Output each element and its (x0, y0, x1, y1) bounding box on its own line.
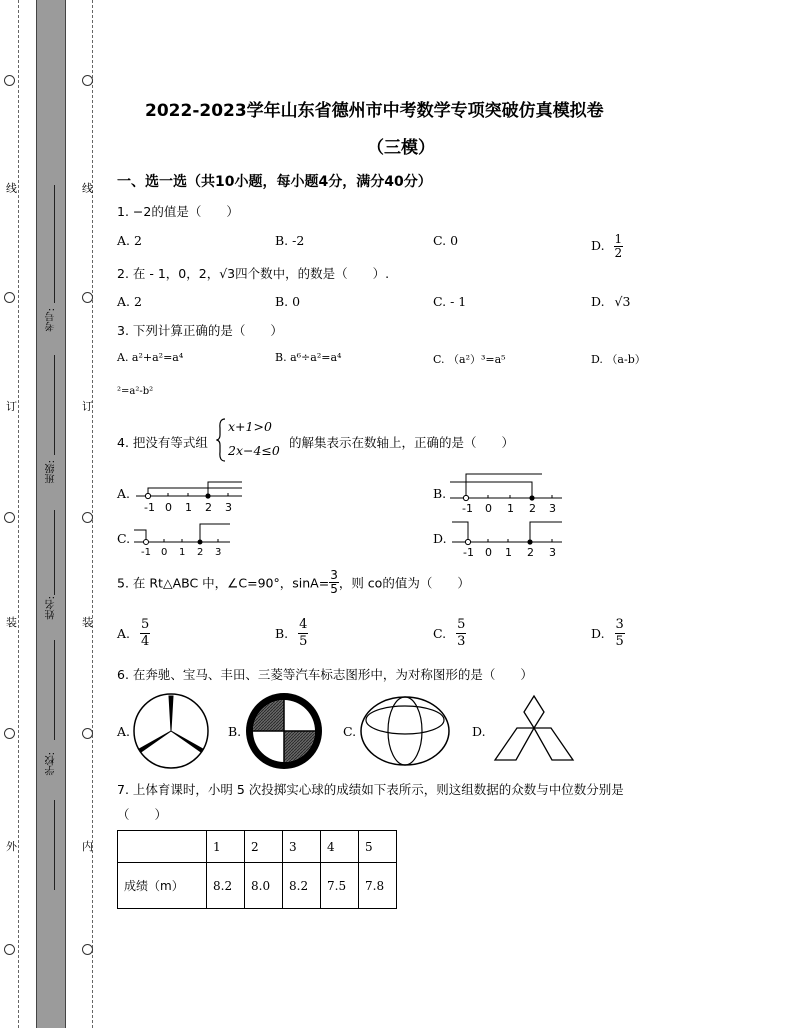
punch-hole (4, 944, 15, 955)
question-7-stem: 7. 上体育课时，小明 5 次投掷实心球的成绩如下表所示，则这组数据的众数与中位数分别是 (117, 782, 624, 797)
margin-char: 线 (6, 182, 17, 195)
margin-char: 外 (6, 840, 17, 853)
denominator: 2 (614, 246, 623, 260)
tick-label: 3 (225, 501, 232, 514)
q3-option-b: B. a⁶÷a²=a⁴ (275, 351, 342, 364)
tick-label: 1 (507, 502, 514, 514)
question-1-stem: 1. −2的值是（ ） (117, 204, 239, 219)
tick-label: 1 (179, 547, 186, 558)
q2-option-c: C. - 1 (433, 294, 467, 309)
question-7-paren: （ ） (117, 807, 168, 822)
punch-hole (82, 75, 93, 86)
table-cell: 3 (283, 831, 321, 863)
numerator: 1 (614, 232, 623, 246)
tick-label: 1 (185, 501, 192, 514)
denominator: 5 (330, 582, 338, 596)
q4-option-a-label: A. (117, 486, 131, 501)
bmw-logo (243, 691, 325, 771)
fraction (298, 617, 308, 650)
q2-option-a: A. 2 (117, 294, 142, 309)
tick-label: 0 (485, 502, 492, 514)
margin-char: 订 (6, 400, 17, 413)
denominator: 4 (141, 634, 150, 649)
question-2-stem (117, 264, 389, 282)
mercedes-logo (131, 691, 211, 771)
fraction (329, 569, 339, 596)
field-underline (54, 800, 55, 890)
option-label: B. (275, 626, 289, 641)
toyota-logo (358, 693, 452, 769)
q1-option-b: B. -2 (275, 233, 305, 248)
table-cell: 7.5 (321, 863, 359, 909)
q5-stem-part: 5. 在 Rt△ABC 中，∠C=90°，sinA= (117, 575, 330, 591)
option-label: C. (433, 626, 447, 641)
tick-label: -1 (463, 546, 474, 558)
number-line-a (132, 470, 244, 514)
section-heading: 一、选一选（共10小题，每小题4分，满分40分） (117, 174, 432, 190)
sqrt-3: √3 (614, 294, 631, 309)
fraction (140, 617, 150, 650)
fraction (614, 233, 624, 260)
table-header-row (118, 831, 397, 863)
tick-label: 0 (485, 546, 492, 558)
q5-option-a (117, 617, 150, 650)
table-cell: 7.8 (359, 863, 397, 909)
margin-char: 订 (82, 400, 93, 413)
punch-hole (82, 728, 93, 739)
table-cell: 2 (245, 831, 283, 863)
page-title: 2022-2023学年山东省德州市中考数学专项突破仿真模拟卷 (145, 101, 604, 121)
q4-option-c-label: C. (117, 531, 131, 546)
tick-label: -1 (144, 501, 155, 514)
question-6-stem: 6. 在奔驰、宝马、丰田、三菱等汽车标志图形中，为对称图形的是（ ） (117, 667, 533, 682)
table-cell: 8.0 (245, 863, 283, 909)
punch-hole (4, 728, 15, 739)
field-underline (54, 510, 55, 595)
tick-label: -1 (462, 502, 473, 514)
q1-option-c: C. 0 (433, 233, 459, 248)
fraction (615, 617, 625, 650)
table-cell: 5 (359, 831, 397, 863)
table-cell: 4 (321, 831, 359, 863)
q2-option-d (591, 294, 630, 309)
number-line-b (446, 470, 564, 514)
question-4-stem-b: 的解集表示在数轴上，正确的是（ ） (289, 435, 515, 450)
q2-stem-part: 2. 在 - 1，0，2， (117, 266, 220, 281)
sqrt-3: √3 (219, 266, 236, 281)
margin-char: 内 (82, 840, 93, 853)
q3-option-d: D. （a-b） (591, 353, 646, 366)
question-4-stem-a: 4. 把没有等式组 (117, 435, 208, 450)
tick-label: 0 (161, 547, 168, 558)
system-brace (216, 418, 226, 462)
mitsubishi-logo (492, 693, 576, 769)
field-underline (54, 185, 55, 303)
q6-option-a-label: A. (117, 724, 131, 739)
q4-option-d-label: D. (433, 531, 447, 546)
punch-hole (4, 512, 15, 523)
field-label-exam-no: 考号: (46, 308, 57, 332)
q3-option-d-continued: ²=a²-b² (117, 386, 154, 397)
q5-option-d (591, 617, 625, 650)
tick-label: 3 (549, 546, 556, 558)
tick-label: 2 (529, 502, 536, 514)
punch-hole (82, 292, 93, 303)
q4-option-b-label: B. (433, 486, 447, 501)
q1-option-a: A. 2 (117, 233, 142, 248)
q5-option-b (275, 617, 308, 650)
q2-option-b: B. 0 (275, 294, 301, 309)
tick-label: 2 (205, 501, 212, 514)
numerator: 3 (615, 617, 624, 632)
field-underline (54, 355, 55, 455)
inequality-2: 2x−4≤0 (228, 443, 280, 458)
denominator: 5 (615, 634, 624, 649)
denominator: 5 (299, 634, 308, 649)
punch-hole (4, 292, 15, 303)
punch-hole (82, 512, 93, 523)
tick-label: 2 (197, 547, 204, 558)
q6-option-b-label: B. (228, 724, 242, 739)
table-cell: 成绩（m） (118, 863, 207, 909)
question-5-stem (117, 569, 470, 596)
option-label: D. (591, 294, 605, 309)
scores-table (117, 830, 397, 909)
margin-char: 线 (82, 182, 93, 195)
q6-option-c-label: C. (343, 724, 357, 739)
q3-option-c: C. （a²）³=a⁵ (433, 353, 506, 366)
question-3-stem: 3. 下列计算正确的是（ ） (117, 323, 283, 338)
number-line-c (130, 518, 232, 558)
table-cell: 8.2 (283, 863, 321, 909)
fraction (456, 617, 466, 650)
q3-option-a: A. a²+a²=a⁴ (117, 351, 184, 364)
numerator: 5 (457, 617, 466, 632)
q5-option-c (433, 617, 466, 650)
q5-stem-part: ，则 co的值为（ ） (338, 575, 470, 591)
numerator: 4 (299, 617, 308, 632)
punch-hole (4, 75, 15, 86)
field-label-name: 姓名: (46, 596, 57, 620)
q6-option-d-label: D. (472, 724, 486, 739)
denominator: 3 (457, 634, 466, 649)
table-cell: 1 (207, 831, 245, 863)
field-underline (54, 640, 55, 740)
table-cell (118, 831, 207, 863)
option-label: D. (591, 626, 605, 641)
inequality-1: x+1>0 (228, 419, 272, 434)
table-row (118, 863, 397, 909)
punch-hole (82, 944, 93, 955)
numerator: 3 (330, 568, 338, 582)
table-cell: 8.2 (207, 863, 245, 909)
tick-label: 3 (549, 502, 556, 514)
field-label-school: 学校: (46, 752, 57, 776)
margin-char: 装 (6, 616, 17, 629)
number-line-d (448, 516, 564, 558)
tick-label: 0 (165, 501, 172, 514)
option-label: A. (117, 626, 131, 641)
binding-strip (36, 0, 66, 1028)
tick-label: -1 (141, 547, 151, 558)
tick-label: 3 (215, 547, 222, 558)
numerator: 5 (141, 617, 150, 632)
page-subtitle: （三模） (367, 138, 435, 158)
margin-char: 装 (82, 616, 93, 629)
field-label-class: 班级: (46, 460, 57, 484)
q1-option-d (591, 233, 623, 260)
option-label: D. (591, 238, 605, 253)
tick-label: 2 (527, 546, 534, 558)
tick-label: 1 (505, 546, 512, 558)
q2-stem-part: 四个数中，的数是（ ）. (235, 266, 390, 281)
outer-cut-line (18, 0, 19, 1028)
